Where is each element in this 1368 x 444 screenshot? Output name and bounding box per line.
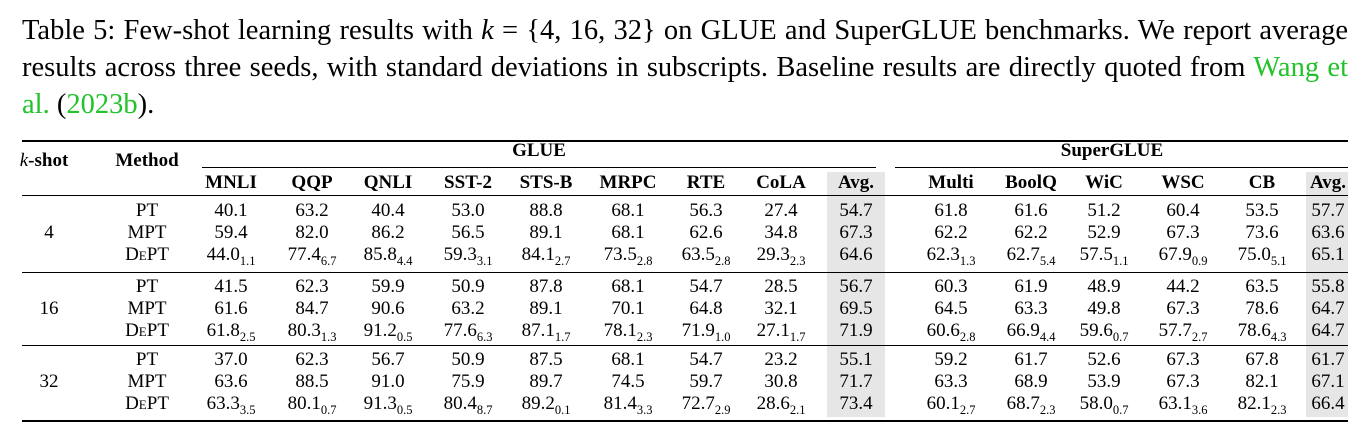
table-cell: 50.9 — [451, 349, 485, 370]
table-cell: 63.3 — [1014, 298, 1048, 319]
col-header-mrpc: MRPC — [599, 172, 657, 193]
table-cell: $78.6_{4.3}$ — [1237, 320, 1287, 344]
table-cell: 67.8 — [1245, 349, 1279, 370]
table-cell: 44.2 — [1166, 276, 1200, 297]
table-cell: 86.2 — [371, 222, 405, 243]
table-cell: $61.8_{2.5}$ — [206, 320, 256, 344]
bottom-rule — [22, 420, 1348, 422]
table-cell: $72.7_{2.9}$ — [681, 393, 731, 417]
table-cell: 61.7 — [1311, 349, 1345, 370]
table-cell: $59.6_{0.7}$ — [1079, 320, 1129, 344]
table-cell: $91.3_{0.5}$ — [363, 393, 413, 417]
caption-k-variable: k — [481, 15, 494, 46]
table-cell: 53.0 — [451, 200, 485, 221]
table-cell: 28.5 — [764, 276, 798, 297]
table-cell: 64.5 — [934, 298, 968, 319]
table-cell: $59.3_{3.1}$ — [443, 244, 493, 268]
table-cell: 68.1 — [611, 276, 645, 297]
table-cell: 52.6 — [1087, 349, 1121, 370]
table-cell: 59.7 — [689, 371, 723, 392]
kshot-value: 16 — [39, 298, 59, 319]
col-header-mnli: MNLI — [205, 172, 257, 193]
table-cell: 34.8 — [764, 222, 798, 243]
citation-open: ( — [49, 89, 67, 120]
table-cell: 70.1 — [611, 298, 645, 319]
table-cell: 73.4 — [839, 393, 873, 414]
method-name: DePT — [125, 244, 169, 265]
kshot-value: 4 — [44, 222, 54, 243]
col-header-sst-2: SST-2 — [444, 172, 492, 193]
table-cell: $80.4_{8.7}$ — [443, 393, 493, 417]
table-cell: 52.9 — [1087, 222, 1121, 243]
table-cell: 63.5 — [1245, 276, 1279, 297]
header-rule — [22, 195, 1348, 196]
table-cell: 61.9 — [1014, 276, 1048, 297]
table-cell: $63.1_{3.6}$ — [1158, 393, 1208, 417]
table-cell: 73.6 — [1245, 222, 1279, 243]
table-cell: $27.1_{1.7}$ — [756, 320, 806, 344]
table-cell: 74.5 — [611, 371, 645, 392]
glue-cmidrule — [202, 167, 876, 168]
table-cell: 53.9 — [1087, 371, 1121, 392]
citation-year-link[interactable]: 2023b — [66, 89, 138, 120]
sg-col-header-avg-: Avg. — [1309, 172, 1347, 193]
table-cell: 65.1 — [1311, 244, 1345, 265]
table-cell: 54.7 — [689, 276, 723, 297]
table-cell: $81.4_{3.3}$ — [603, 393, 653, 417]
table-cell: 59.2 — [934, 349, 968, 370]
table-cell: 61.6 — [1014, 200, 1048, 221]
col-header-cola: CoLA — [756, 172, 806, 193]
table-cell: $44.0_{1.1}$ — [206, 244, 256, 268]
sg-col-header-wic: WiC — [1085, 172, 1123, 193]
table-cell: 67.3 — [1166, 371, 1200, 392]
superglue-cmidrule — [895, 167, 1348, 168]
method-header: Method — [115, 150, 179, 171]
method-name: MPT — [127, 222, 167, 243]
table-cell: 60.4 — [1166, 200, 1200, 221]
table-cell: 89.7 — [529, 371, 563, 392]
col-header-sts-b: STS-B — [519, 172, 573, 193]
table-cell: $77.4_{6.7}$ — [287, 244, 337, 268]
table-cell: 56.5 — [451, 222, 485, 243]
table-cell: $84.1_{2.7}$ — [521, 244, 571, 268]
table-cell: 78.6 — [1245, 298, 1279, 319]
table-cell: 88.8 — [529, 200, 563, 221]
table-cell: 90.6 — [371, 298, 405, 319]
sg-col-header-multi: Multi — [928, 172, 974, 193]
table-cell: 62.6 — [689, 222, 723, 243]
table-cell: $66.9_{4.4}$ — [1006, 320, 1056, 344]
method-name: DePT — [125, 393, 169, 414]
table-cell: 71.7 — [839, 371, 873, 392]
table-cell: $29.3_{2.3}$ — [756, 244, 806, 268]
caption-lead: Table 5: Few-shot learning results with — [22, 15, 482, 46]
table-cell: 64.8 — [689, 298, 723, 319]
table-cell: $91.2_{0.5}$ — [363, 320, 413, 344]
col-header-qnli: QNLI — [363, 172, 413, 193]
table-cell: 63.3 — [934, 371, 968, 392]
table-cell: $87.1_{1.7}$ — [521, 320, 571, 344]
table-cell: 62.2 — [1014, 222, 1048, 243]
sg-col-header-wsc: WSC — [1161, 172, 1205, 193]
table-cell: $77.6_{6.3}$ — [443, 320, 493, 344]
table-cell: 88.5 — [295, 371, 329, 392]
method-name: MPT — [127, 298, 167, 319]
table-cell: 75.9 — [451, 371, 485, 392]
table-cell: 82.1 — [1245, 371, 1279, 392]
table-cell: $62.7_{5.4}$ — [1006, 244, 1056, 268]
table-cell: 62.2 — [934, 222, 968, 243]
table-cell: $58.0_{0.7}$ — [1079, 393, 1129, 417]
table-cell: 63.2 — [295, 200, 329, 221]
kshot-header: k-shot — [19, 150, 69, 171]
table-cell: 27.4 — [764, 200, 798, 221]
table-cell: 67.3 — [839, 222, 873, 243]
table-cell: 87.8 — [529, 276, 563, 297]
table-cell: 30.8 — [764, 371, 798, 392]
citation-authors: Wang et al. — [22, 52, 1348, 120]
kshot-value: 32 — [39, 371, 59, 392]
table-cell: 55.1 — [839, 349, 873, 370]
table-cell: 55.8 — [1311, 276, 1345, 297]
table-cell: $57.7_{2.7}$ — [1158, 320, 1208, 344]
table-cell: 68.9 — [1014, 371, 1048, 392]
table-cell: 48.9 — [1087, 276, 1121, 297]
table-cell: 54.7 — [689, 349, 723, 370]
table-cell: 64.7 — [1311, 320, 1345, 341]
table-cell: 71.9 — [839, 320, 873, 341]
table-cell: 61.8 — [934, 200, 968, 221]
table-cell: 68.1 — [611, 349, 645, 370]
table-cell: 41.5 — [214, 276, 248, 297]
glue-header: GLUE — [512, 140, 566, 161]
table-cell: $63.3_{3.5}$ — [206, 393, 256, 417]
table-cell: 67.3 — [1166, 349, 1200, 370]
table-cell: 53.5 — [1245, 200, 1279, 221]
table-cell: 66.4 — [1311, 393, 1345, 414]
table-cell: 51.2 — [1087, 200, 1121, 221]
table-cell: 62.3 — [295, 276, 329, 297]
col-header-qqp: QQP — [291, 172, 333, 193]
table-cell: $28.6_{2.1}$ — [756, 393, 806, 417]
group-rule-2 — [22, 345, 1348, 346]
col-header-rte: RTE — [686, 172, 726, 193]
table-cell: 87.5 — [529, 349, 563, 370]
method-name: PT — [135, 349, 159, 370]
table-cell: 61.7 — [1014, 349, 1048, 370]
table-cell: 68.1 — [611, 222, 645, 243]
table-cell: $71.9_{1.0}$ — [681, 320, 731, 344]
method-name: DePT — [125, 320, 169, 341]
table-cell: 67.3 — [1166, 222, 1200, 243]
table-cell: $60.6_{2.8}$ — [926, 320, 976, 344]
table-cell: 89.1 — [529, 298, 563, 319]
table-cell: 82.0 — [295, 222, 329, 243]
col-header-avg-: Avg. — [837, 172, 875, 193]
method-name: PT — [135, 276, 159, 297]
table-cell: 61.6 — [214, 298, 248, 319]
table-cell: $89.2_{0.1}$ — [521, 393, 571, 417]
table-cell: 67.3 — [1166, 298, 1200, 319]
table-cell: $63.5_{2.8}$ — [681, 244, 731, 268]
table-cell: 23.2 — [764, 349, 798, 370]
table-cell: 59.4 — [214, 222, 248, 243]
method-name: PT — [135, 200, 159, 221]
table-cell: 40.1 — [214, 200, 248, 221]
table-cell: 59.9 — [371, 276, 405, 297]
citation-close: ). — [137, 89, 155, 120]
table-cell: $82.1_{2.3}$ — [1237, 393, 1287, 417]
table-cell: $62.3_{1.3}$ — [926, 244, 976, 268]
table-cell: $73.5_{2.8}$ — [603, 244, 653, 268]
method-name: MPT — [127, 371, 167, 392]
table-cell: $57.5_{1.1}$ — [1079, 244, 1129, 268]
sg-col-header-cb: CB — [1248, 172, 1276, 193]
table-cell: 64.7 — [1311, 298, 1345, 319]
table-cell: 69.5 — [839, 298, 873, 319]
table-cell: 89.1 — [529, 222, 563, 243]
table-cell: $80.3_{1.3}$ — [287, 320, 337, 344]
table-cell: 40.4 — [371, 200, 405, 221]
table-cell: $68.7_{2.3}$ — [1006, 393, 1056, 417]
table-cell: 32.1 — [764, 298, 798, 319]
table-cell: 56.7 — [371, 349, 405, 370]
table-cell: 68.1 — [611, 200, 645, 221]
table-cell: $85.8_{4.4}$ — [363, 244, 413, 268]
table-cell: 84.7 — [295, 298, 329, 319]
table-cell: 64.6 — [839, 244, 873, 265]
table-cell: 63.2 — [451, 298, 485, 319]
table-cell: 56.3 — [689, 200, 723, 221]
table-caption — [22, 12, 1348, 123]
table-cell: $60.1_{2.7}$ — [926, 393, 976, 417]
table-cell: 49.8 — [1087, 298, 1121, 319]
table-cell: 62.3 — [295, 349, 329, 370]
superglue-header: SuperGLUE — [1060, 140, 1164, 161]
table-cell: $75.0_{5.1}$ — [1237, 244, 1287, 268]
table-cell: 56.7 — [839, 276, 873, 297]
sg-col-header-boolq: BoolQ — [1005, 172, 1057, 193]
table-cell: 57.7 — [1311, 200, 1345, 221]
table-cell: 54.7 — [839, 200, 873, 221]
table-cell: 50.9 — [451, 276, 485, 297]
table-cell: 37.0 — [214, 349, 248, 370]
table-cell: $78.1_{2.3}$ — [603, 320, 653, 344]
table-cell: 91.0 — [371, 371, 405, 392]
table-cell: 63.6 — [1311, 222, 1345, 243]
table-cell: 63.6 — [214, 371, 248, 392]
caption-k-set: = {4, 16, 32} on GLUE and SuperGLUE benchmarks. We report average results across three seeds, with standard deviations in subscripts. Baseline results are directly quoted from — [22, 15, 1348, 83]
table-cell: $67.9_{0.9}$ — [1158, 244, 1208, 268]
table-cell: 60.3 — [934, 276, 968, 297]
table-cell: 67.1 — [1311, 371, 1345, 392]
table-cell: $80.1_{0.7}$ — [287, 393, 337, 417]
group-rule-1 — [22, 272, 1348, 273]
